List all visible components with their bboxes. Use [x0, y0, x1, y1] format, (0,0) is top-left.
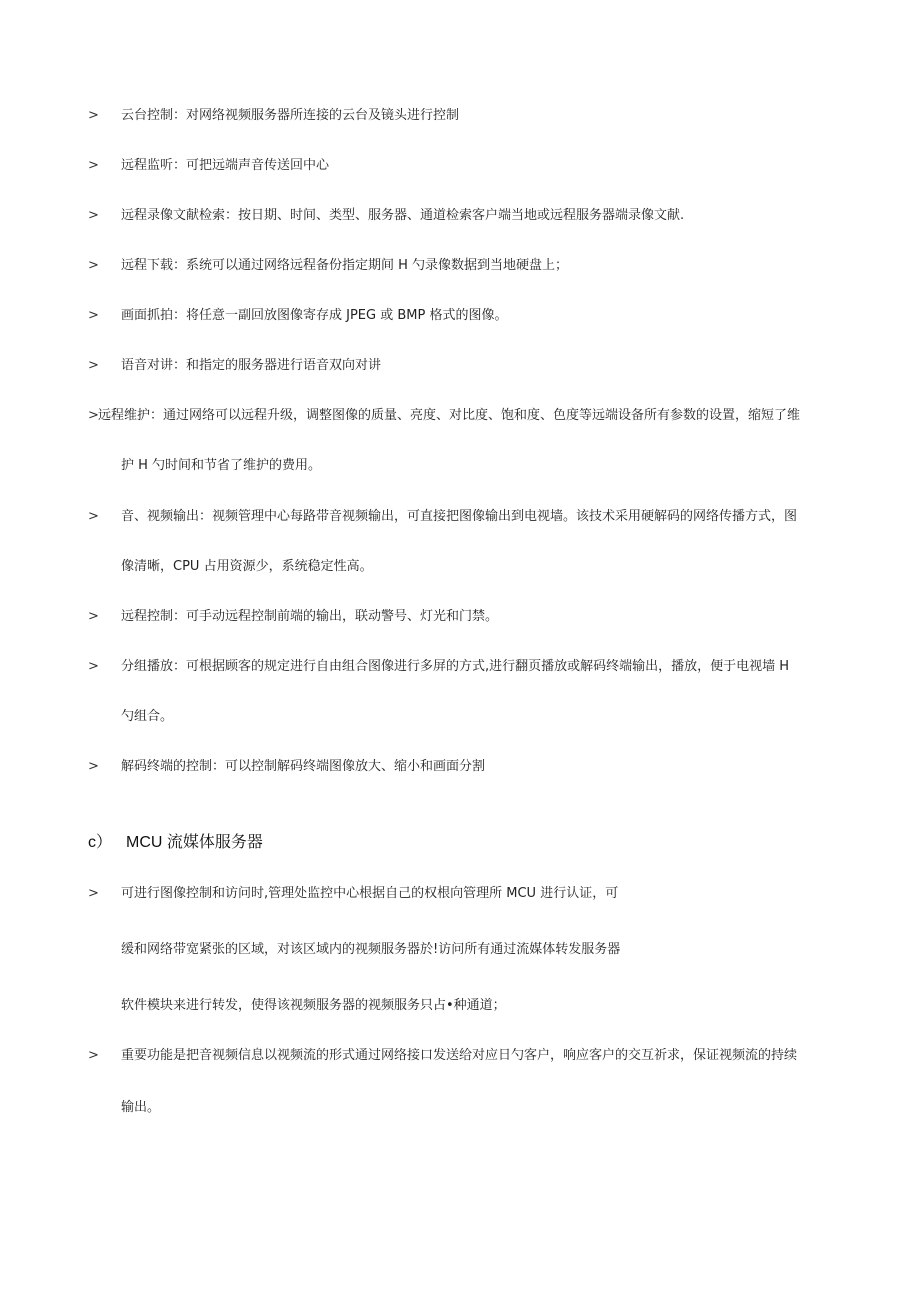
list-item-text: 可进行图像控制和访问时,管理处监控中心根据自己的权根向管理所 MCU 进行认证，可: [121, 886, 619, 901]
list-item-text: 分组播放：可根据顾客的规定进行自由组合图像进行多屏的方式,进行翻页播放或解码终端输出，播放，便于电视墙 H: [121, 659, 790, 674]
list-item-text-continued: 勺组合。: [121, 709, 174, 724]
list-item-text: 语音对讲：和指定的服务器进行语音双向对讲: [121, 358, 382, 373]
list-item-text-continued: 软件模块来进行转发，使得该视频服务器的视频服务只占•种通道；: [121, 998, 506, 1013]
list-item-text: 远程录像文献检索：按日期、时间、类型、服务器、通道检索客户端当地或远程服务器端录像文献.: [121, 208, 685, 223]
bullet-marker: >: [88, 509, 99, 524]
list-item-text: 音、视频输出：视频管理中心每路带音视频输出，可直接把图像输出到电视墙。该技术采用硬解码的网络传播方式，图: [121, 509, 798, 524]
list-item-text-continued: 像清晰，CPU 占用资源少，系统稳定性高。: [121, 559, 373, 574]
bullet-marker: >: [88, 1048, 99, 1063]
list-item-text: 远程维护：通过网络可以远程升级，调整图像的质量、亮度、对比度、饱和度、色度等远端设备所有参数的设置，缩短了维: [98, 408, 801, 423]
list-item-text: 远程下载：系统可以通过网络远程备份指定期间 H 勺录像数据到当地硬盘上；: [121, 258, 569, 273]
section-title: MCU 流媒体服务器: [126, 834, 263, 851]
section-label: c）: [88, 834, 113, 851]
list-item-text: 云台控制：对网络视频服务器所连接的云台及镜头进行控制: [121, 108, 460, 123]
bullet-marker: >: [88, 158, 99, 173]
bullet-marker: >: [88, 308, 99, 323]
bullet-marker: >: [88, 208, 99, 223]
list-item-text: 解码终端的控制：可以控制解码终端图像放大、缩小和画面分割: [121, 759, 486, 774]
bullet-marker: >: [88, 108, 99, 123]
bullet-marker: >: [88, 609, 99, 624]
bullet-marker: >: [88, 659, 99, 674]
list-item-text: 远程控制：可手动远程控制前端的输出，联动警号、灯光和门禁。: [121, 609, 499, 624]
bullet-marker: >: [88, 759, 99, 774]
list-item-text: 重要功能是把音视频信息以视频流的形式通过网络接口发送给对应日勺客户，响应客户的交互祈求，保证视频流的持续: [121, 1048, 798, 1063]
list-item-text-continued: 缓和网络带宽紧张的区域，对该区域内的视频服务器於!访问所有通过流媒体转发服务器: [121, 942, 621, 957]
bullet-marker: >: [88, 886, 99, 901]
list-item-text: 画面抓拍：将任意一副回放图像寄存成 JPEG 或 BMP 格式的图像。: [121, 308, 508, 323]
bullet-marker: >: [88, 258, 99, 273]
bullet-marker: >: [88, 408, 99, 423]
list-item-text-continued: 输出。: [121, 1100, 161, 1115]
list-item-text: 远程监听：可把远端声音传送回中心: [121, 158, 330, 173]
list-item-text-continued: 护 H 勺时间和节省了维护的费用。: [121, 458, 322, 473]
section-heading: [88, 832, 263, 854]
bullet-marker: >: [88, 358, 99, 373]
